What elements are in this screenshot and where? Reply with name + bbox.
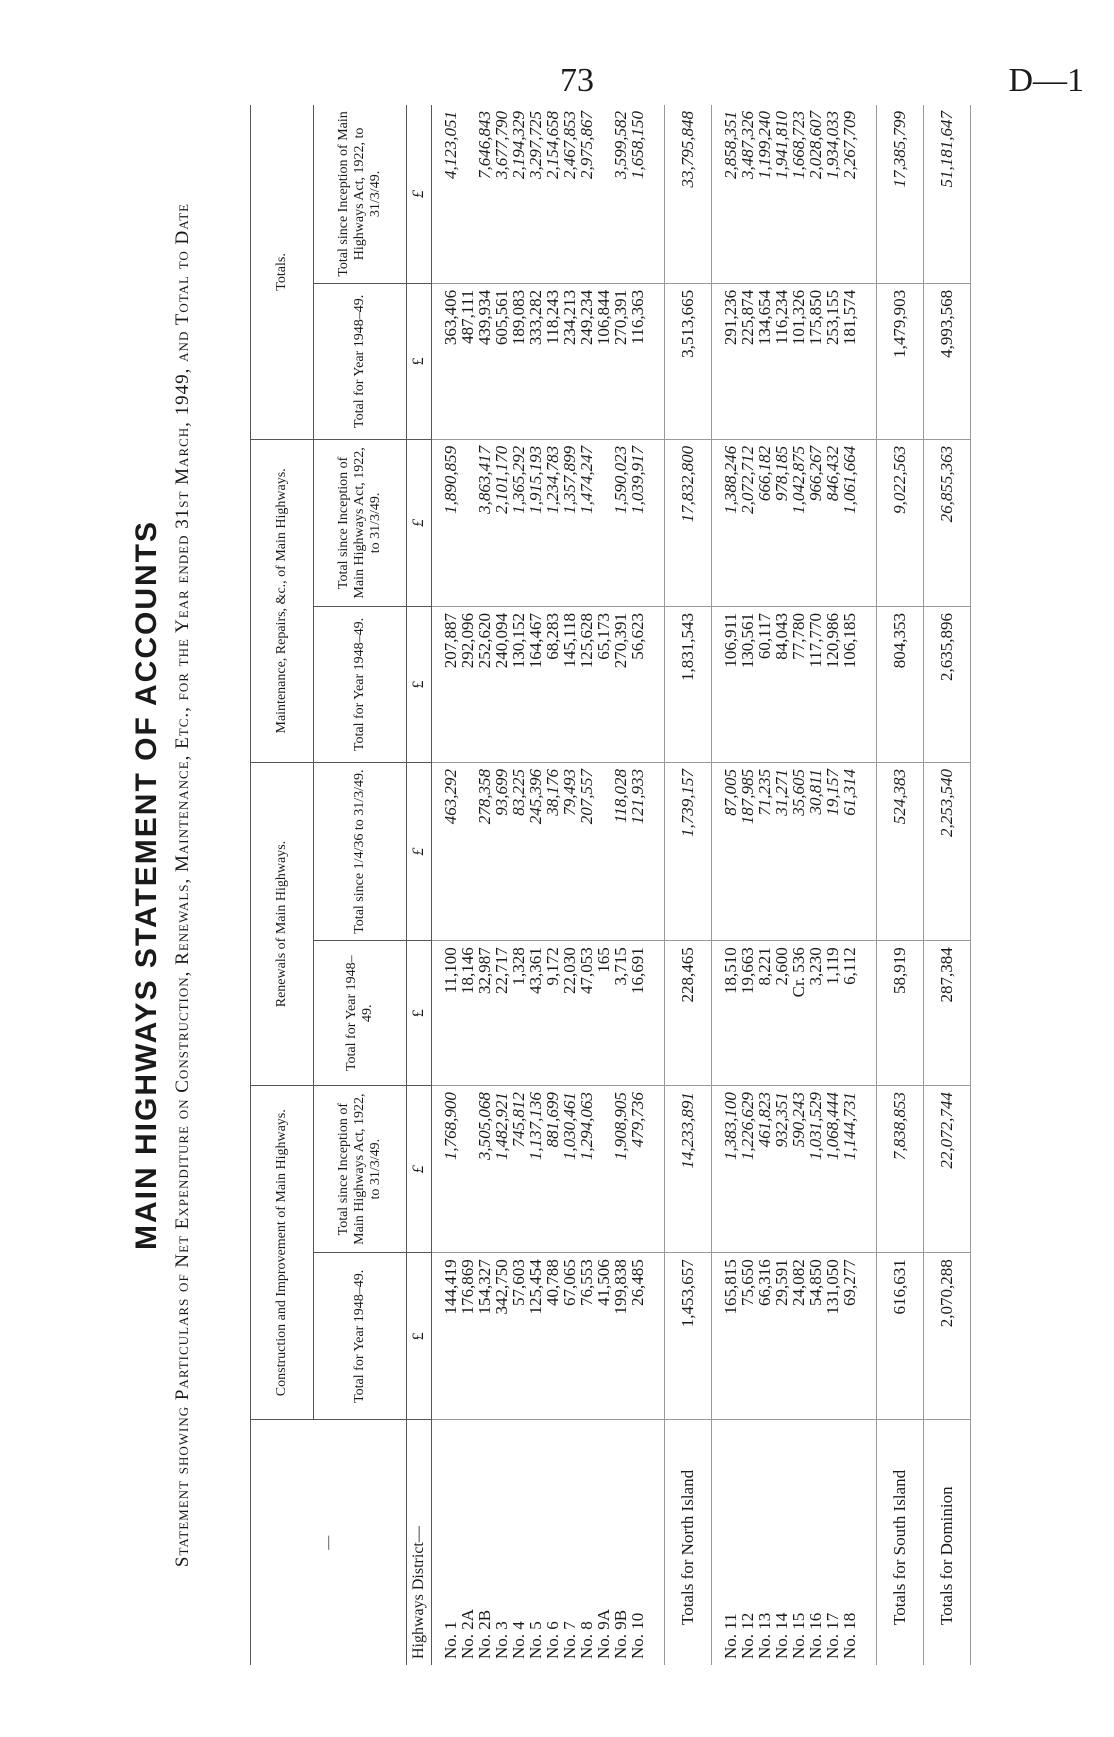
amount-cell: 1,482,921 [493,1086,510,1253]
amount-cell: 1,144,731 [841,1086,858,1253]
rotated-statement [130,105,1090,1665]
amount-cell: 117,770 [807,606,824,762]
district-label: No. 11 [721,1613,740,1659]
amount-cell: 22,030 [561,941,578,1086]
amount-cell: 65,173 [595,606,612,762]
amount-cell: 363,406 [442,283,459,439]
amount-cell: 1,199,240 [756,105,773,283]
total-cell: 287,384 [924,941,971,1086]
amount-cell: 2,101,170 [493,439,510,606]
total-cell: 2,635,896 [924,606,971,762]
amount-cell [595,439,612,606]
amount-cell: 2,194,329 [510,105,527,283]
district-row [527,105,544,1665]
north-island-total [665,105,712,1665]
col-totals-year: Total for Year 1948–49. [314,283,407,439]
amount-cell: 176,869 [459,1253,476,1420]
amount-cell: 1,365,292 [510,439,527,606]
total-cell: 51,181,647 [924,105,971,283]
amount-cell: 3,487,326 [739,105,756,283]
district-row [841,105,858,1665]
total-cell: 17,832,800 [665,439,712,606]
district-row [476,105,493,1665]
amount-cell: 87,005 [722,762,739,940]
amount-cell: 19,663 [739,941,756,1086]
amount-cell: 333,282 [527,283,544,439]
amount-cell: 130,561 [739,606,756,762]
amount-cell: 1,042,875 [790,439,807,606]
amount-cell: 270,391 [612,606,629,762]
amount-cell: 79,493 [561,762,578,940]
district-label: No. 7 [560,1621,579,1659]
amount-cell: 18,510 [722,941,739,1086]
amount-cell: 69,277 [841,1253,858,1420]
amount-cell: 978,185 [773,439,790,606]
amount-cell: 1,328 [510,941,527,1086]
amount-cell: 1,383,100 [722,1086,739,1253]
amount-cell [459,105,476,283]
col-maintenance-inception: Total since Inception of Main Highways Act, 1922, to 31/3/49. [314,439,407,606]
total-cell: 616,631 [877,1253,924,1420]
total-cell: 804,353 [877,606,924,762]
amount-cell: 77,780 [790,606,807,762]
amount-cell: 2,267,709 [841,105,858,283]
district-row [544,105,561,1665]
amount-cell: 181,574 [841,283,858,439]
amount-cell: 846,432 [824,439,841,606]
amount-cell: 234,213 [561,283,578,439]
district-heading: Highways District— [410,1526,427,1659]
amount-cell: 40,788 [544,1253,561,1420]
group-maintenance: Maintenance, Repairs, &c., of Main Highways. [251,439,314,762]
amount-cell: 83,225 [510,762,527,940]
col-renewals-year: Total for Year 1948–49. [314,941,407,1086]
amount-cell: 3,599,582 [612,105,629,283]
district-row [595,105,612,1665]
amount-cell: 1,388,246 [722,439,739,606]
amount-cell: 125,454 [527,1253,544,1420]
page-number: 73 [560,62,594,99]
currency-symbol: £ [407,105,432,283]
total-row [665,105,712,1665]
district-label: No. 16 [806,1612,825,1659]
amount-cell: 118,243 [544,283,561,439]
amount-cell: 106,185 [841,606,858,762]
district-label: No. 2A [458,1608,477,1659]
total-cell: 3,513,665 [665,283,712,439]
amount-cell: 121,933 [629,762,646,940]
amount-cell: 292,096 [459,606,476,762]
amount-cell: 1,658,150 [629,105,646,283]
amount-cell: 666,182 [756,439,773,606]
amount-cell: 1,226,629 [739,1086,756,1253]
amount-cell: 1,474,247 [578,439,595,606]
group-renewals: Renewals of Main Highways. [251,762,314,1085]
amount-cell: 1,294,063 [578,1086,595,1253]
amount-cell: 145,118 [561,606,578,762]
district-label: No. 18 [840,1612,859,1659]
total-cell: 33,795,848 [665,105,712,283]
spacer-row [646,105,665,1665]
district-label: No. 8 [577,1621,596,1659]
total-cell: 2,253,540 [924,762,971,940]
amount-cell: 22,717 [493,941,510,1086]
amount-cell: 3,505,068 [476,1086,493,1253]
col-maintenance-year: Total for Year 1948–49. [314,606,407,762]
amount-cell: 3,715 [612,941,629,1086]
amount-cell: 245,396 [527,762,544,940]
currency-symbol: £ [407,941,432,1086]
amount-cell: 118,028 [612,762,629,940]
col-construction-year: Total for Year 1948–49. [314,1253,407,1420]
district-label: No. 12 [738,1612,757,1659]
amount-cell: 881,699 [544,1086,561,1253]
district-row [756,105,773,1665]
amount-cell: 60,117 [756,606,773,762]
amount-cell: 120,986 [824,606,841,762]
total-cell: 17,385,799 [877,105,924,283]
amount-cell: 2,072,712 [739,439,756,606]
amount-cell: 278,358 [476,762,493,940]
district-row [612,105,629,1665]
currency-symbol: £ [407,439,432,606]
amount-cell: 66,316 [756,1253,773,1420]
amount-cell: 590,243 [790,1086,807,1253]
amount-cell: 1,119 [824,941,841,1086]
total-cell: 1,739,157 [665,762,712,940]
district-row [790,105,807,1665]
total-cell: 1,453,657 [665,1253,712,1420]
amount-cell: 68,283 [544,606,561,762]
document-reference: D—1 [1008,62,1084,99]
accounts-table [250,105,971,1665]
amount-cell: 187,985 [739,762,756,940]
amount-cell: 9,172 [544,941,561,1086]
amount-cell [595,105,612,283]
district-row [739,105,756,1665]
amount-cell: 1,941,810 [773,105,790,283]
amount-cell [595,1086,612,1253]
amount-cell: 116,363 [629,283,646,439]
amount-cell: 342,750 [493,1253,510,1420]
amount-cell: 24,082 [790,1253,807,1420]
amount-cell: 134,654 [756,283,773,439]
amount-cell: 144,419 [442,1253,459,1420]
district-label: No. 9B [611,1609,630,1659]
amount-cell: 932,351 [773,1086,790,1253]
currency-symbol: £ [407,1086,432,1253]
amount-cell: 189,083 [510,283,527,439]
amount-cell: 966,267 [807,439,824,606]
amount-cell: 101,326 [790,283,807,439]
amount-cell: 1,668,723 [790,105,807,283]
amount-cell: 2,467,853 [561,105,578,283]
total-row [877,105,924,1665]
currency-symbol: £ [407,1253,432,1420]
district-row [773,105,790,1665]
amount-cell: 175,850 [807,283,824,439]
col-totals-inception: Total since Inception of Main Highways Act, 1922, to 31/3/49. [314,105,407,283]
district-label: No. 5 [526,1621,545,1659]
amount-cell: 71,235 [756,762,773,940]
district-label: No. 1 [441,1621,460,1659]
amount-cell: 116,234 [773,283,790,439]
district-row [493,105,510,1665]
amount-cell: 26,485 [629,1253,646,1420]
amount-cell: 291,236 [722,283,739,439]
amount-cell: 56,623 [629,606,646,762]
amount-cell: 253,155 [824,283,841,439]
south-island-total [877,105,971,1665]
amount-cell: 1,137,136 [527,1086,544,1253]
district-label: No. 13 [755,1612,774,1659]
amount-cell: 463,292 [442,762,459,940]
district-label: No. 15 [789,1612,808,1659]
amount-cell: 225,874 [739,283,756,439]
total-label: Totals for North Island [665,1420,712,1665]
amount-cell: 3,230 [807,941,824,1086]
amount-cell: 240,094 [493,606,510,762]
amount-cell: 1,908,905 [612,1086,629,1253]
north-island-rows [432,105,665,1665]
total-label: Totals for Dominion [924,1420,971,1665]
amount-cell: 47,053 [578,941,595,1086]
group-construction: Construction and Improvement of Main Highways. [251,1086,314,1420]
amount-cell: 11,100 [442,941,459,1086]
total-cell: 1,479,903 [877,283,924,439]
amount-cell: 2,154,658 [544,105,561,283]
total-cell: 228,465 [665,941,712,1086]
amount-cell: 1,768,900 [442,1086,459,1253]
amount-cell: 61,314 [841,762,858,940]
amount-cell: 2,858,351 [722,105,739,283]
statement-subtitle: Statement showing Particulars of Net Expenditure on Construction, Renewals, Maintenance, Etc., for the Year ended 31st March, 1949, and Total to Date [172,202,193,1568]
amount-cell: 18,146 [459,941,476,1086]
district-row [578,105,595,1665]
amount-cell: 8,221 [756,941,773,1086]
south-island-rows [712,105,877,1665]
stub-header: — [251,1420,407,1665]
amount-cell [459,1086,476,1253]
amount-cell: 1,915,193 [527,439,544,606]
amount-cell: 487,111 [459,283,476,439]
amount-cell: 2,975,867 [578,105,595,283]
amount-cell: 165 [595,941,612,1086]
amount-cell: 54,850 [807,1253,824,1420]
district-label: No. 9A [594,1608,613,1659]
total-cell: 1,831,543 [665,606,712,762]
total-cell: 524,383 [877,762,924,940]
district-label: No. 17 [823,1612,842,1659]
amount-cell: 30,811 [807,762,824,940]
district-label: No. 14 [772,1612,791,1659]
amount-cell: 7,646,843 [476,105,493,283]
amount-cell [595,762,612,940]
amount-cell: 2,600 [773,941,790,1086]
amount-cell: 165,815 [722,1253,739,1420]
group-totals: Totals. [251,105,314,439]
total-cell: 58,919 [877,941,924,1086]
district-row [442,105,459,1665]
amount-cell: 270,391 [612,283,629,439]
amount-cell [459,762,476,940]
district-row [824,105,841,1665]
total-cell: 26,855,363 [924,439,971,606]
statement-title: MAIN HIGHWAYS STATEMENT OF ACCOUNTS [130,520,163,1250]
district-label: No. 6 [543,1621,562,1659]
district-row [510,105,527,1665]
amount-cell: 3,677,790 [493,105,510,283]
amount-cell: 106,911 [722,606,739,762]
district-label: No. 4 [509,1621,528,1659]
currency-symbol: £ [407,283,432,439]
amount-cell: 3,297,725 [527,105,544,283]
amount-cell: 4,123,051 [442,105,459,283]
amount-cell: 479,736 [629,1086,646,1253]
total-cell: 4,993,568 [924,283,971,439]
amount-cell: 461,823 [756,1086,773,1253]
district-row [807,105,824,1665]
amount-cell: 32,987 [476,941,493,1086]
amount-cell [459,439,476,606]
amount-cell: 6,112 [841,941,858,1086]
amount-cell: 1,061,664 [841,439,858,606]
amount-cell: 1,590,023 [612,439,629,606]
amount-cell: 125,628 [578,606,595,762]
amount-cell: 41,506 [595,1253,612,1420]
amount-cell: 76,553 [578,1253,595,1420]
amount-cell: 67,065 [561,1253,578,1420]
amount-cell: 84,043 [773,606,790,762]
amount-cell: 57,603 [510,1253,527,1420]
amount-cell: 207,887 [442,606,459,762]
amount-cell: Cr. 536 [790,941,807,1086]
total-cell: 9,022,563 [877,439,924,606]
amount-cell: 3,863,417 [476,439,493,606]
district-row [722,105,739,1665]
district-row [459,105,476,1665]
amount-cell: 439,934 [476,283,493,439]
currency-symbol: £ [407,606,432,762]
spacer-row [858,105,877,1665]
amount-cell: 2,028,607 [807,105,824,283]
col-construction-inception: Total since Inception of Main Highways Act, 1922, to 31/3/49. [314,1086,407,1253]
total-cell: 2,070,288 [924,1253,971,1420]
amount-cell: 207,557 [578,762,595,940]
amount-cell: 605,561 [493,283,510,439]
amount-cell: 35,605 [790,762,807,940]
col-renewals-since: Total since 1/4/36 to 31/3/49. [314,762,407,940]
amount-cell: 93,699 [493,762,510,940]
total-label: Totals for South Island [877,1420,924,1665]
amount-cell: 16,691 [629,941,646,1086]
amount-cell: 1,030,461 [561,1086,578,1253]
district-label: No. 10 [628,1612,647,1659]
total-cell: 14,233,891 [665,1086,712,1253]
amount-cell: 164,467 [527,606,544,762]
amount-cell: 252,620 [476,606,493,762]
amount-cell: 1,890,859 [442,439,459,606]
total-cell: 7,838,853 [877,1086,924,1253]
amount-cell: 130,152 [510,606,527,762]
amount-cell: 131,050 [824,1253,841,1420]
amount-cell: 38,176 [544,762,561,940]
amount-cell: 19,157 [824,762,841,940]
amount-cell: 1,068,444 [824,1086,841,1253]
amount-cell: 29,591 [773,1253,790,1420]
district-label: No. 2B [475,1609,494,1659]
amount-cell: 249,234 [578,283,595,439]
amount-cell: 745,812 [510,1086,527,1253]
amount-cell: 199,838 [612,1253,629,1420]
amount-cell: 154,327 [476,1253,493,1420]
dominion-total-row [924,105,971,1665]
amount-cell: 1,934,033 [824,105,841,283]
district-row [561,105,578,1665]
amount-cell: 1,031,529 [807,1086,824,1253]
currency-symbol: £ [407,762,432,940]
amount-cell: 1,039,917 [629,439,646,606]
total-cell: 22,072,744 [924,1086,971,1253]
amount-cell: 31,271 [773,762,790,940]
amount-cell: 1,234,783 [544,439,561,606]
district-label: No. 3 [492,1621,511,1659]
amount-cell: 1,357,899 [561,439,578,606]
amount-cell: 75,650 [739,1253,756,1420]
amount-cell: 43,361 [527,941,544,1086]
district-row [629,105,646,1665]
amount-cell: 106,844 [595,283,612,439]
